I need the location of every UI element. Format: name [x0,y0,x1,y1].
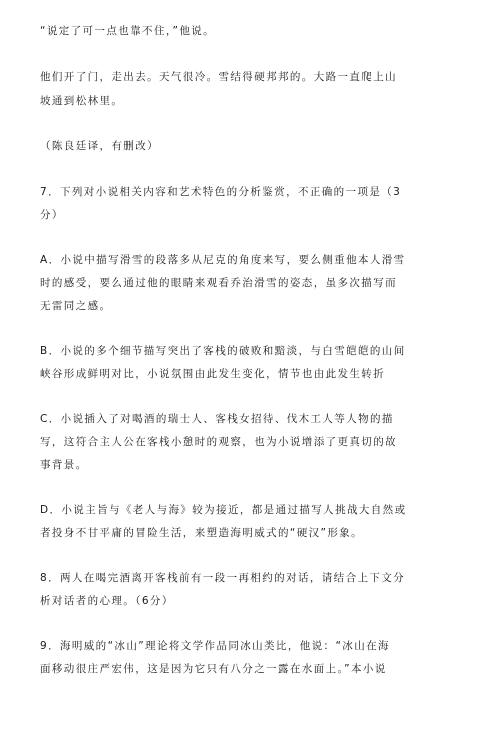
text-line-translator: （陈良廷译，有删改） [40,140,159,152]
text-line-para-1: 他们开了门，走出去。天气很冷。雪结得硬邦邦的。大路一直爬上山 [40,71,397,83]
option-c-line-2: 写，这符合主人公在客栈小憩时的观察，也为小说增添了更真切的故 [40,436,397,448]
option-a-line-2: 时的感受，要么通过他的眼睛来观看乔治滑雪的姿态，虽多次描写而 [40,277,397,289]
option-b-line-1: B．小说的多个细节描写突出了客栈的破败和黯淡，与白雪皑皑的山间 [40,345,406,357]
option-b-line-2: 峡谷形成鲜明对比，小说氛围由此发生变化，情节也由此发生转折 [40,368,386,380]
question-9-line-2: 面移动很庄严宏伟，这是因为它只有八分之一露在水面上。”本小说 [40,663,387,675]
text-line-para-2: 坡通到松林里。 [40,95,124,107]
question-9-line-1: 9．海明威的“冰山”理论将文学作品同冰山类比，他说：“冰山在海 [40,640,390,652]
option-d-line-1: D．小说主旨与《老人与海》较为接近，都是通过描写人挑战大自然或 [40,504,407,516]
question-7-line-2: 分） [40,209,64,221]
question-8-line-2: 析对话者的心理。（6分） [40,595,174,607]
question-7-line-1: 7．下列对小说相关内容和艺术特色的分析鉴赏，不正确的一项是（3 [40,186,402,198]
option-c-line-3: 事背景。 [40,459,88,471]
question-8-line-1: 8．两人在喝完酒离开客栈前有一段一再相约的对话，请结合上下文分 [40,572,406,584]
text-line-quote: “说定了可一点也靠不住，”他说。 [40,25,216,37]
option-a-line-1: A．小说中描写滑雪的段落多从尼克的角度来写，要么侧重他本人滑雪 [40,254,406,266]
option-a-line-3: 无雷同之感。 [40,300,112,312]
option-c-line-1: C．小说插入了对喝酒的瑞士人、客栈女招待、伐木工人等人物的描 [40,413,394,425]
option-d-line-2: 者投身不甘平庸的冒险生活，来塑造海明威式的“硬汉”形象。 [40,527,364,539]
